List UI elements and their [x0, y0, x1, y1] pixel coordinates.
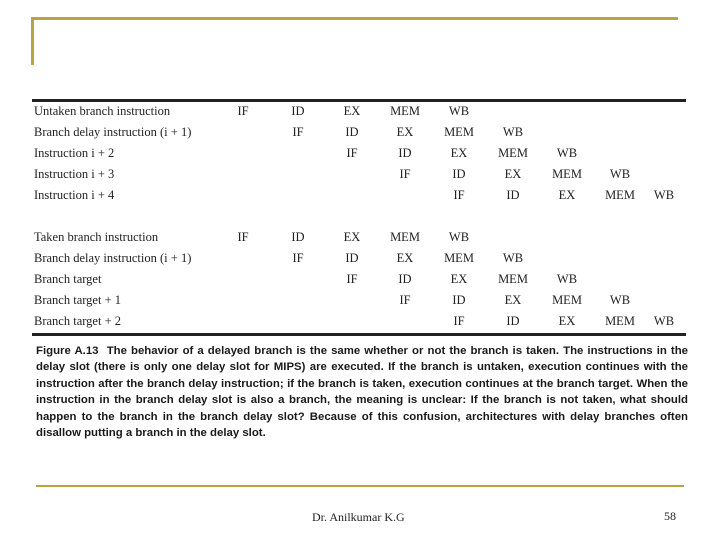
table-row — [0, 186, 720, 206]
pipeline-stage: IF — [237, 104, 249, 118]
pipeline-stage: IF — [453, 188, 465, 202]
instruction-label: Taken branch instruction — [34, 230, 159, 244]
pipeline-stage: ID — [291, 230, 305, 244]
pipeline-stage: MEM — [605, 314, 635, 328]
pipeline-stage: EX — [343, 104, 361, 118]
pipeline-stage: MEM — [444, 125, 474, 139]
table-row — [0, 228, 720, 248]
pipeline-stage: IF — [346, 146, 358, 160]
pipeline-stage: ID — [452, 293, 466, 307]
instruction-label: Branch target — [34, 272, 102, 286]
pipeline-stage: EX — [504, 293, 522, 307]
pipeline-stage: EX — [343, 230, 361, 244]
table-row — [0, 312, 720, 332]
pipeline-stage: IF — [399, 167, 411, 181]
pipeline-stage: WB — [556, 146, 578, 160]
pipeline-stage: MEM — [605, 188, 635, 202]
pipeline-stage: EX — [558, 188, 576, 202]
pipeline-stage: WB — [448, 230, 470, 244]
pipeline-stage: WB — [653, 314, 675, 328]
pipeline-stage: WB — [502, 251, 524, 265]
pipeline-stage: EX — [450, 146, 468, 160]
caption-text: The behavior of a delayed branch is the same whether or not the branch is taken. The instructions in the delay slot (there is only one delay slot for MIPS) are executed. If the branch is untaken, execution continues with the instruction after the branch delay instruction; if the branch is taken, execution continues at the branch target. When the instruction in the branch delay slot is also a branch, the meaning is unclear: If the branch is not taken, what should happen to the branch in the branch delay slot? Because of this confusion, architectures with delay branches often disallow putting a branch in the delay slot. — [36, 345, 688, 440]
pipeline-stage: EX — [396, 125, 414, 139]
footer-page-number: 58 — [664, 509, 676, 523]
instruction-label: Untaken branch instruction — [34, 104, 171, 118]
instruction-label: Branch delay instruction (i + 1) — [34, 125, 192, 139]
pipeline-stage: WB — [502, 125, 524, 139]
pipeline-stage: ID — [398, 146, 412, 160]
pipeline-stage: MEM — [498, 272, 528, 286]
pipeline-stage: ID — [398, 272, 412, 286]
figure-caption — [36, 343, 688, 441]
table-row — [0, 291, 720, 311]
table-row — [0, 102, 720, 122]
instruction-label: Instruction i + 3 — [34, 167, 115, 181]
pipeline-stage: IF — [292, 125, 304, 139]
table-row — [0, 144, 720, 164]
pipeline-stage: IF — [453, 314, 465, 328]
pipeline-stage: EX — [504, 167, 522, 181]
pipeline-stage: MEM — [552, 167, 582, 181]
pipeline-stage: IF — [399, 293, 411, 307]
instruction-label: Instruction i + 2 — [34, 146, 115, 160]
pipeline-stage: ID — [291, 104, 305, 118]
table-row — [0, 270, 720, 290]
table-rule-bottom — [32, 333, 686, 336]
pipeline-stage: MEM — [444, 251, 474, 265]
instruction-label: Branch target + 1 — [34, 293, 121, 307]
pipeline-stage: IF — [346, 272, 358, 286]
table-row — [0, 249, 720, 269]
instruction-label: Instruction i + 4 — [34, 188, 115, 202]
pipeline-stage: ID — [345, 125, 359, 139]
pipeline-stage: EX — [396, 251, 414, 265]
table-row — [0, 165, 720, 185]
pipeline-stage: IF — [237, 230, 249, 244]
pipeline-stage: MEM — [390, 104, 420, 118]
pipeline-stage: ID — [452, 167, 466, 181]
pipeline-stage: MEM — [552, 293, 582, 307]
pipeline-stage: WB — [609, 167, 631, 181]
pipeline-stage: EX — [558, 314, 576, 328]
pipeline-stage: ID — [506, 188, 520, 202]
pipeline-stage: MEM — [390, 230, 420, 244]
pipeline-stage: MEM — [498, 146, 528, 160]
figure-label: Figure A.13 — [36, 345, 99, 357]
pipeline-stage: IF — [292, 251, 304, 265]
pipeline-stage: ID — [345, 251, 359, 265]
pipeline-stage: WB — [653, 188, 675, 202]
pipeline-stage: WB — [448, 104, 470, 118]
table-row — [0, 123, 720, 143]
pipeline-stage: WB — [556, 272, 578, 286]
instruction-label: Branch delay instruction (i + 1) — [34, 251, 192, 265]
pipeline-stage: WB — [609, 293, 631, 307]
frame-bottom-rule — [36, 485, 684, 487]
pipeline-stage: EX — [450, 272, 468, 286]
footer-author: Dr. Anilkumar K.G — [312, 510, 405, 524]
pipeline-stage: ID — [506, 314, 520, 328]
instruction-label: Branch target + 2 — [34, 314, 121, 328]
